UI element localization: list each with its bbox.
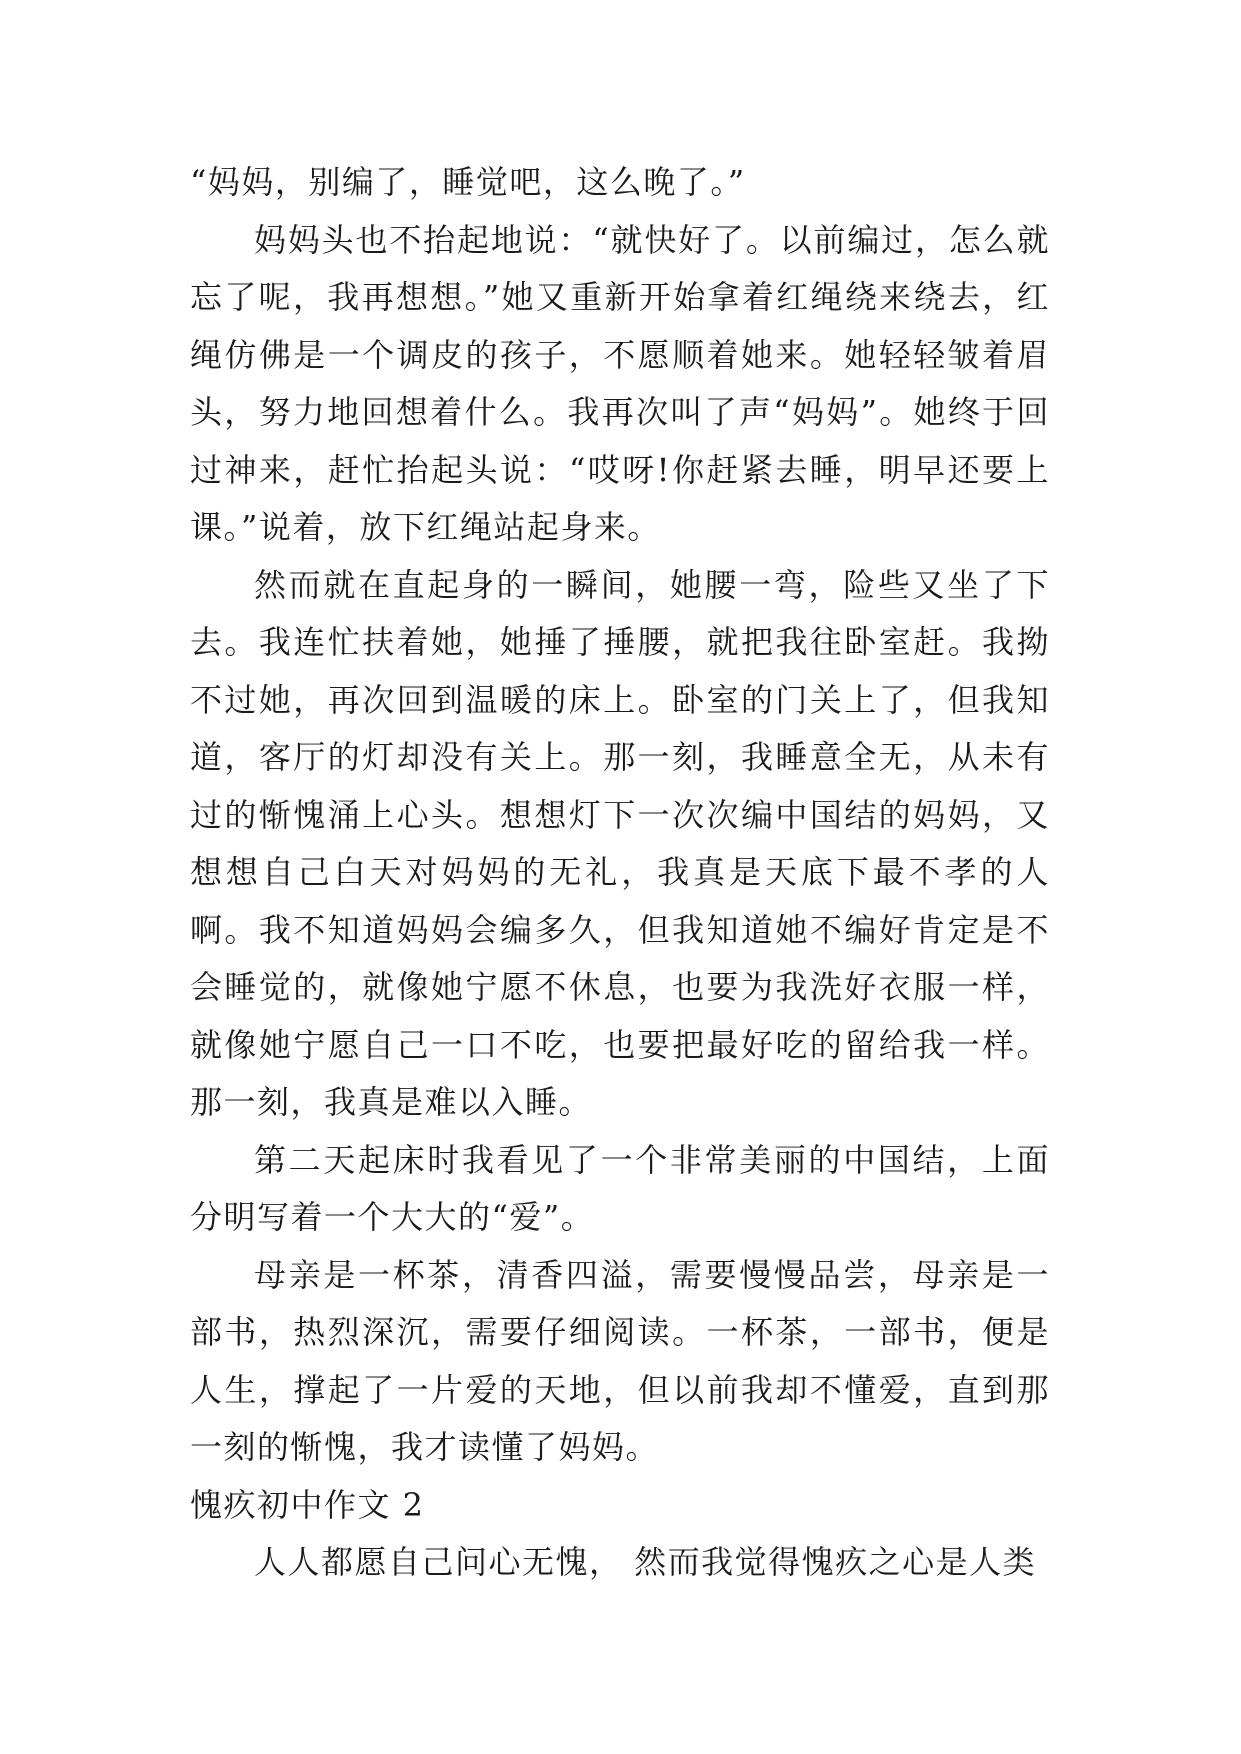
paragraph-next-morning: 第二天起床时我看见了一个非常美丽的中国结，上面分明写着一个大大的“爱”。 (190, 1140, 1050, 1236)
paragraph-mother-weaving: 妈妈头也不抬起地说：“就快好了。以前编过，怎么就忘了呢，我再想想。”她又重新开始拿着红绳绕来绕去，红绳仿佛是一个调皮的孩子，不愿顺着她来。她轻轻皱着眉头，努力地回想着什么。我再次叫了声“妈妈”。她终于回过神来，赶忙抬起头说：“哎呀!你赶紧去睡，明早还要上课。”说着，放下红绳站起身来。 (190, 220, 1050, 546)
paragraph-mother-metaphor: 母亲是一杯茶，清香四溢，需要慢慢品尝，母亲是一部书，热烈深沉，需要仔细阅读。一杯茶，一部书，便是人生，撑起了一片爱的天地，但以前我却不懂爱，直到那一刻的惭愧，我才读懂了妈妈。 (190, 1255, 1050, 1466)
document-body (190, 154, 1050, 1592)
paragraph-essay-2-opening: 人人都愿自己问心无愧， 然而我觉得愧疚之心是人类 (254, 1543, 1037, 1581)
section-heading: 愧疚初中作文 2 (190, 1485, 425, 1524)
paragraph-bedroom-reflection: 然而就在直起身的一瞬间，她腰一弯，险些又坐了下去。我连忙扶着她，她捶了捶腰，就把我往卧室赶。我拗不过她，再次回到温暖的床上。卧室的门关上了，但我知道，客厅的灯却没有关上。那一刻，我睡意全无，从未有过的惭愧涌上心头。想想灯下一次次编中国结的妈妈，又想想自己白天对妈妈的无礼，我真是天底下最不孝的人啊。我不知道妈妈会编多久，但我知道她不编好肯定是不会睡觉的，就像她宁愿不休息，也要为我洗好衣服一样，就像她宁愿自己一口不吃，也要把最好吃的留给我一样。那一刻，我真是难以入睡。 (190, 565, 1050, 1121)
paragraph-dialogue-opening: “妈妈，别编了，睡觉吧，这么晚了。” (190, 163, 746, 201)
